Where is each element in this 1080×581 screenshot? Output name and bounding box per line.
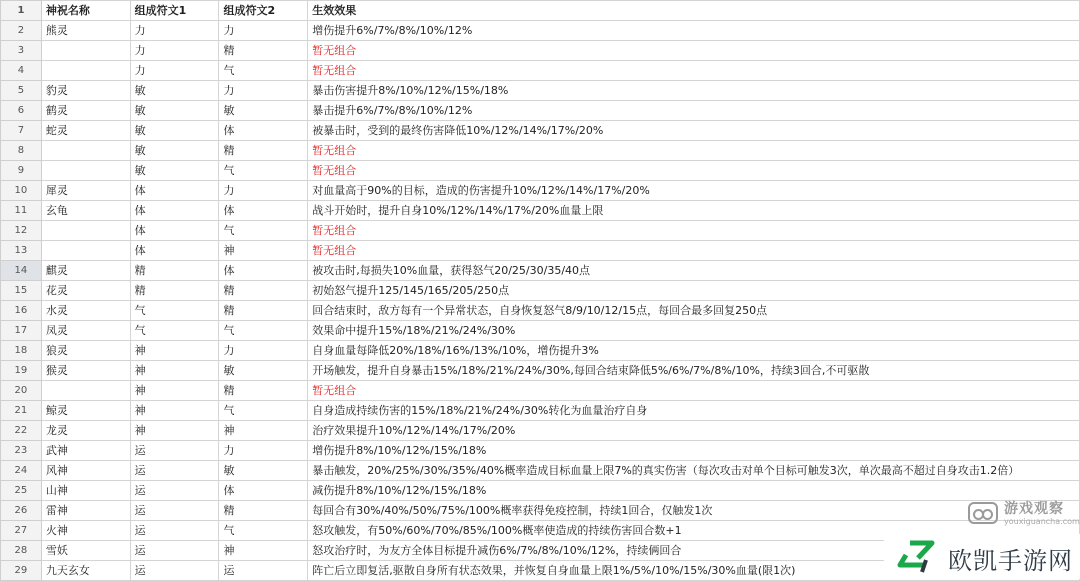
cell-name[interactable]: 雪妖 (41, 541, 130, 561)
row-number[interactable]: 4 (1, 61, 42, 81)
cell-rune1[interactable]: 神 (130, 421, 219, 441)
table-row[interactable] (1, 421, 1080, 441)
brand-name: 欧凯手游网 (948, 547, 1073, 575)
cell-name[interactable]: 玄龟 (41, 201, 130, 221)
cell-name[interactable]: 麒灵 (41, 261, 130, 281)
row-number[interactable]: 16 (1, 301, 42, 321)
cell-rune2[interactable]: 气 (219, 61, 308, 81)
cell-name[interactable] (41, 161, 130, 181)
row-number[interactable]: 24 (1, 461, 42, 481)
row-number[interactable]: 5 (1, 81, 42, 101)
cell-name[interactable]: 凤灵 (41, 321, 130, 341)
cell-effect[interactable]: 暴击提升6%/7%/8%/10%/12% (308, 101, 1080, 121)
cell-name[interactable]: 蛇灵 (41, 121, 130, 141)
gamepad-icon (968, 502, 998, 524)
cell-rune1[interactable]: 运 (130, 461, 219, 481)
cell-name[interactable] (41, 61, 130, 81)
row-number[interactable]: 1 (1, 1, 42, 21)
row-number[interactable]: 21 (1, 401, 42, 421)
row-number[interactable]: 15 (1, 281, 42, 301)
row-number[interactable]: 14 (1, 261, 42, 281)
cell-rune1[interactable]: 敏 (130, 141, 219, 161)
cell-name[interactable]: 狼灵 (41, 341, 130, 361)
cell-rune1[interactable]: 神 (130, 401, 219, 421)
cell-effect[interactable]: 战斗开始时，提升自身10%/12%/14%/17%/20%血量上限 (308, 201, 1080, 221)
cell-name[interactable]: 山神 (41, 481, 130, 501)
cell-effect[interactable]: 回合结束时，敌方每有一个异常状态，自身恢复怒气8/9/10/12/15点，每回合最多回复250点 (308, 301, 1080, 321)
header-row[interactable] (1, 1, 1080, 21)
table-row[interactable] (1, 241, 1080, 261)
cell-effect[interactable]: 暂无组合 (308, 221, 1080, 241)
cell-rune2[interactable]: 体 (219, 201, 308, 221)
row-number[interactable]: 7 (1, 121, 42, 141)
watermark-url: youxiguancha.com (1004, 517, 1080, 526)
table-row[interactable] (1, 501, 1080, 521)
row-number[interactable]: 18 (1, 341, 42, 361)
cell-rune2[interactable]: 敏 (219, 361, 308, 381)
cell-rune2[interactable]: 神 (219, 241, 308, 261)
cell-rune1[interactable]: 力 (130, 21, 219, 41)
cell-effect[interactable]: 怒攻治疗时，为友方全体目标提升减伤6%/7%/8%/10%/12%，持续俩回合 (308, 541, 1080, 561)
cell-effect[interactable]: 阵亡后立即复活,驱散自身所有状态效果，并恢复自身血量上限1%/5%/10%/15%/30%血量(限1次) (308, 561, 1080, 581)
table-row[interactable] (1, 321, 1080, 341)
cell-rune2[interactable]: 精 (219, 301, 308, 321)
cell-rune1[interactable]: 精 (130, 261, 219, 281)
cell-name[interactable] (41, 221, 130, 241)
column-header-rune1[interactable]: 组成符文1 (130, 1, 219, 21)
row-number[interactable]: 13 (1, 241, 42, 261)
cell-name[interactable]: 武神 (41, 441, 130, 461)
row-number[interactable]: 27 (1, 521, 42, 541)
cell-rune1[interactable]: 运 (130, 541, 219, 561)
cell-rune1[interactable]: 神 (130, 341, 219, 361)
row-number[interactable]: 23 (1, 441, 42, 461)
cell-rune2[interactable]: 力 (219, 21, 308, 41)
cell-effect[interactable]: 暴击触发，20%/25%/30%/35%/40%概率造成目标血量上限7%的真实伤害（每次攻击对单个目标可触发3次，单次最高不超过自身攻击1.2倍） (308, 461, 1080, 481)
cell-rune2[interactable]: 力 (219, 341, 308, 361)
cell-effect[interactable]: 被暴击时，受到的最终伤害降低10%/12%/14%/17%/20% (308, 121, 1080, 141)
cell-rune2[interactable]: 敏 (219, 101, 308, 121)
row-number[interactable]: 10 (1, 181, 42, 201)
cell-rune2[interactable]: 体 (219, 121, 308, 141)
cell-name[interactable]: 风神 (41, 461, 130, 481)
cell-effect[interactable]: 治疗效果提升10%/12%/14%/17%/20% (308, 421, 1080, 441)
cell-name[interactable]: 水灵 (41, 301, 130, 321)
table-row[interactable] (1, 281, 1080, 301)
row-number[interactable]: 2 (1, 21, 42, 41)
cell-effect[interactable]: 增伤提升6%/7%/8%/10%/12% (308, 21, 1080, 41)
cell-effect[interactable]: 自身造成持续伤害的15%/18%/21%/24%/30%转化为血量治疗自身 (308, 401, 1080, 421)
cell-effect[interactable]: 效果命中提升15%/18%/21%/24%/30% (308, 321, 1080, 341)
cell-rune1[interactable]: 敏 (130, 101, 219, 121)
table-row[interactable] (1, 461, 1080, 481)
cell-rune1[interactable]: 运 (130, 521, 219, 541)
row-number[interactable]: 12 (1, 221, 42, 241)
table-row[interactable] (1, 481, 1080, 501)
cell-rune1[interactable]: 体 (130, 221, 219, 241)
row-number[interactable]: 29 (1, 561, 42, 581)
table-row[interactable] (1, 361, 1080, 381)
cell-name[interactable] (41, 381, 130, 401)
cell-name[interactable] (41, 41, 130, 61)
table-row[interactable] (1, 381, 1080, 401)
cell-rune1[interactable]: 精 (130, 281, 219, 301)
cell-rune1[interactable]: 体 (130, 201, 219, 221)
cell-rune2[interactable]: 力 (219, 441, 308, 461)
cell-rune1[interactable]: 运 (130, 501, 219, 521)
cell-name[interactable]: 雷神 (41, 501, 130, 521)
column-header-effect[interactable]: 生效效果 (308, 1, 1080, 21)
row-number[interactable]: 28 (1, 541, 42, 561)
row-number[interactable]: 3 (1, 41, 42, 61)
cell-effect[interactable]: 暂无组合 (308, 61, 1080, 81)
cell-rune1[interactable]: 敏 (130, 81, 219, 101)
table-row[interactable] (1, 401, 1080, 421)
cell-rune1[interactable]: 体 (130, 181, 219, 201)
cell-rune1[interactable]: 敏 (130, 161, 219, 181)
cell-name[interactable]: 九天玄女 (41, 561, 130, 581)
cell-name[interactable]: 犀灵 (41, 181, 130, 201)
cell-effect[interactable]: 暂无组合 (308, 381, 1080, 401)
table-row[interactable] (1, 141, 1080, 161)
table-row[interactable] (1, 341, 1080, 361)
youxiguancha-watermark (968, 498, 1080, 528)
cell-effect[interactable]: 暂无组合 (308, 41, 1080, 61)
brand-watermark (884, 534, 1080, 579)
cell-name[interactable] (41, 241, 130, 261)
watermark-title: 游戏观察 (1004, 501, 1064, 517)
cell-name[interactable]: 鹤灵 (41, 101, 130, 121)
row-number[interactable]: 19 (1, 361, 42, 381)
table-row[interactable] (1, 41, 1080, 61)
cell-effect[interactable]: 暂无组合 (308, 161, 1080, 181)
cell-name[interactable]: 龙灵 (41, 421, 130, 441)
cell-rune2[interactable]: 气 (219, 521, 308, 541)
cell-effect[interactable]: 开场触发，提升自身暴击15%/18%/21%/24%/30%,每回合结束降低5%/6%/7%/8%/10%，持续3回合,不可驱散 (308, 361, 1080, 381)
table-row[interactable] (1, 161, 1080, 181)
cell-rune2[interactable]: 神 (219, 541, 308, 561)
cell-rune2[interactable]: 敏 (219, 461, 308, 481)
cell-rune2[interactable]: 精 (219, 501, 308, 521)
cell-rune1[interactable]: 运 (130, 481, 219, 501)
cell-effect[interactable]: 减伤提升8%/10%/12%/15%/18% (308, 481, 1080, 501)
table-row[interactable] (1, 301, 1080, 321)
row-number[interactable]: 8 (1, 141, 42, 161)
cell-rune2[interactable]: 神 (219, 421, 308, 441)
cell-effect[interactable]: 怒攻触发，有50%/60%/70%/85%/100%概率使造成的持续伤害回合数+1 (308, 521, 1080, 541)
column-header-name[interactable]: 神祝名称 (41, 1, 130, 21)
cell-name[interactable]: 花灵 (41, 281, 130, 301)
cell-effect[interactable]: 初始怒气提升125/145/165/205/250点 (308, 281, 1080, 301)
cell-name[interactable]: 熊灵 (41, 21, 130, 41)
cell-rune2[interactable]: 精 (219, 41, 308, 61)
cell-rune2[interactable]: 气 (219, 321, 308, 341)
cell-effect[interactable]: 被攻击时,每损失10%血量，获得怒气20/25/30/35/40点 (308, 261, 1080, 281)
column-header-rune2[interactable]: 组成符文2 (219, 1, 308, 21)
table-row[interactable] (1, 101, 1080, 121)
row-number[interactable]: 26 (1, 501, 42, 521)
cell-rune2[interactable]: 气 (219, 221, 308, 241)
cell-rune1[interactable]: 体 (130, 241, 219, 261)
cell-effect[interactable]: 每回合有30%/40%/50%/75%/100%概率获得免疫控制，持续1回合，仅触发1次 (308, 501, 1080, 521)
cell-rune1[interactable]: 运 (130, 441, 219, 461)
cell-rune1[interactable]: 力 (130, 61, 219, 81)
cell-effect[interactable]: 自身血量每降低20%/18%/16%/13%/10%，增伤提升3% (308, 341, 1080, 361)
table-row[interactable] (1, 21, 1080, 41)
row-number[interactable]: 17 (1, 321, 42, 341)
table-row[interactable] (1, 221, 1080, 241)
cell-name[interactable]: 火神 (41, 521, 130, 541)
cell-rune2[interactable]: 体 (219, 481, 308, 501)
cell-rune1[interactable]: 气 (130, 321, 219, 341)
cell-rune2[interactable]: 体 (219, 261, 308, 281)
table-row[interactable] (1, 81, 1080, 101)
cell-rune2[interactable]: 精 (219, 381, 308, 401)
cell-rune2[interactable]: 精 (219, 141, 308, 161)
cell-effect[interactable]: 对血量高于90%的目标，造成的伤害提升10%/12%/14%/17%/20% (308, 181, 1080, 201)
cell-name[interactable]: 豹灵 (41, 81, 130, 101)
table-row[interactable] (1, 261, 1080, 281)
cell-rune1[interactable]: 敏 (130, 121, 219, 141)
cell-name[interactable]: 鲸灵 (41, 401, 130, 421)
cell-effect[interactable]: 增伤提升8%/10%/12%/15%/18% (308, 441, 1080, 461)
row-number[interactable]: 25 (1, 481, 42, 501)
cell-effect[interactable]: 暴击伤害提升8%/10%/12%/15%/18% (308, 81, 1080, 101)
cell-rune2[interactable]: 气 (219, 161, 308, 181)
cell-rune2[interactable]: 精 (219, 281, 308, 301)
cell-rune1[interactable]: 运 (130, 561, 219, 581)
row-number[interactable]: 11 (1, 201, 42, 221)
cell-rune1[interactable]: 力 (130, 41, 219, 61)
cell-rune1[interactable]: 神 (130, 361, 219, 381)
row-number[interactable]: 20 (1, 381, 42, 401)
table-row[interactable] (1, 121, 1080, 141)
row-number[interactable]: 22 (1, 421, 42, 441)
row-number[interactable]: 9 (1, 161, 42, 181)
cell-rune2[interactable]: 力 (219, 81, 308, 101)
cell-rune2[interactable]: 力 (219, 181, 308, 201)
cell-rune1[interactable]: 气 (130, 301, 219, 321)
cell-rune2[interactable]: 气 (219, 401, 308, 421)
table-row[interactable] (1, 61, 1080, 81)
cell-name[interactable] (41, 141, 130, 161)
table-row[interactable] (1, 181, 1080, 201)
table-row[interactable] (1, 201, 1080, 221)
table-row[interactable] (1, 441, 1080, 461)
row-number[interactable]: 6 (1, 101, 42, 121)
brand-logo-icon (896, 538, 940, 576)
cell-rune1[interactable]: 神 (130, 381, 219, 401)
cell-name[interactable]: 猴灵 (41, 361, 130, 381)
cell-effect[interactable]: 暂无组合 (308, 141, 1080, 161)
cell-rune2[interactable]: 运 (219, 561, 308, 581)
cell-effect[interactable]: 暂无组合 (308, 241, 1080, 261)
